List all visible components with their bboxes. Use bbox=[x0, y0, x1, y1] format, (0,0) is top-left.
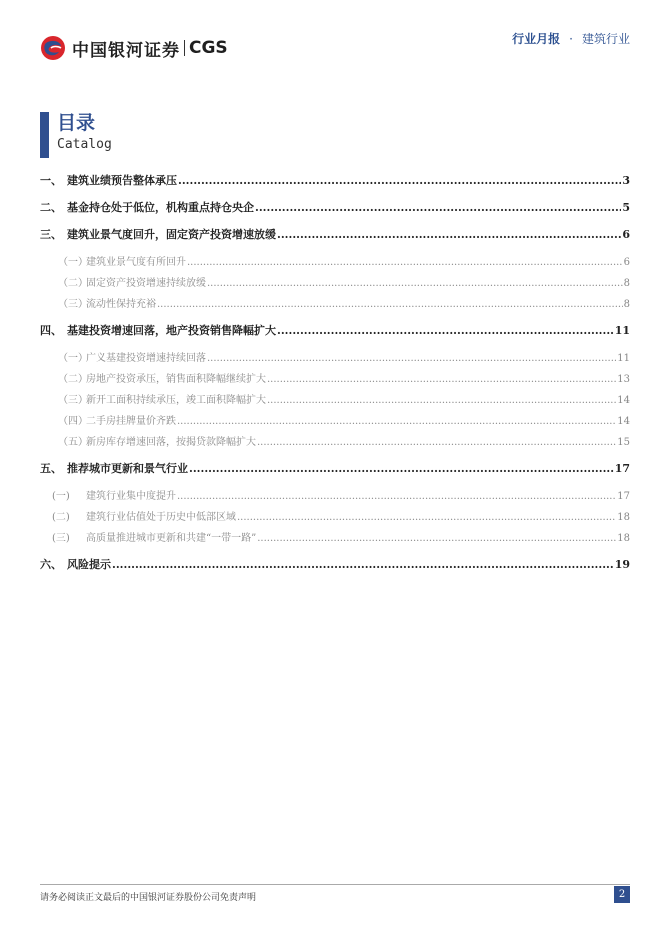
toc-entry-5-1[interactable] bbox=[40, 487, 630, 508]
toc-text: 基建投资增速回落，地产投资销售降幅扩大 bbox=[67, 324, 276, 337]
cgs-logo-icon bbox=[40, 35, 66, 61]
toc-entry-4-3[interactable] bbox=[40, 391, 630, 412]
cgs-logo bbox=[40, 35, 228, 61]
toc-leader bbox=[277, 324, 614, 337]
industry-name: 建筑行业 bbox=[581, 32, 630, 46]
toc-entry-5[interactable] bbox=[40, 460, 630, 481]
toc-text: 基金持仓处于低位，机构重点持仓央企 bbox=[67, 201, 254, 214]
toc-page: 13 bbox=[617, 374, 630, 385]
toc-page: 17 bbox=[617, 491, 630, 502]
toc-num: （五） bbox=[58, 437, 88, 448]
toc-text: 二手房挂牌量价齐跌 bbox=[86, 416, 176, 427]
toc-leader bbox=[257, 533, 616, 544]
toc-entry-5-3[interactable] bbox=[40, 529, 630, 550]
toc-leader bbox=[157, 299, 623, 310]
toc-text: 新开工面积持续承压，竣工面积降幅扩大 bbox=[86, 395, 266, 406]
toc-text: 建筑行业估值处于历史中低部区域 bbox=[86, 512, 236, 523]
toc-page: 11 bbox=[614, 324, 630, 337]
toc-page: 19 bbox=[614, 558, 630, 571]
report-label bbox=[512, 30, 630, 47]
toc-entry-3-2[interactable] bbox=[40, 274, 630, 295]
toc-leader bbox=[189, 462, 614, 475]
toc-entry-3-3[interactable] bbox=[40, 295, 630, 316]
title-cn: 目录 bbox=[57, 112, 96, 134]
logo-cn-text: 中国银河证券 bbox=[72, 40, 180, 61]
toc-page: 18 bbox=[617, 533, 630, 544]
toc-leader bbox=[177, 416, 616, 427]
toc-num: (二) bbox=[52, 512, 70, 523]
toc-leader bbox=[237, 512, 616, 523]
logo-en-text: CGS bbox=[189, 38, 228, 58]
toc-page: 15 bbox=[617, 437, 630, 448]
toc-entry-6[interactable] bbox=[40, 556, 630, 577]
toc-entry-4-5[interactable] bbox=[40, 433, 630, 454]
title-accent-bar bbox=[40, 112, 49, 158]
logo-divider bbox=[184, 40, 185, 56]
toc-leader bbox=[207, 278, 623, 289]
toc-entry-4[interactable] bbox=[40, 322, 630, 343]
toc-page: 8 bbox=[623, 299, 630, 310]
toc-text: 推荐城市更新和景气行业 bbox=[67, 462, 188, 475]
page-header bbox=[0, 0, 662, 70]
toc-leader bbox=[277, 228, 621, 241]
toc-num: （二） bbox=[58, 278, 88, 289]
toc-page: 8 bbox=[623, 278, 630, 289]
toc-text: 新房库存增速回落，按揭贷款降幅扩大 bbox=[86, 437, 256, 448]
toc-text: 房地产投资承压，销售面积降幅继续扩大 bbox=[86, 374, 266, 385]
toc-page: 14 bbox=[617, 416, 630, 427]
toc-entry-4-1[interactable] bbox=[40, 349, 630, 370]
toc-leader bbox=[207, 353, 616, 364]
page-number: 2 bbox=[614, 886, 630, 903]
toc-text: 建筑业景气度回升，固定资产投资增速放缓 bbox=[67, 228, 276, 241]
toc-entry-5-2[interactable] bbox=[40, 508, 630, 529]
toc-page: 6 bbox=[623, 257, 630, 268]
toc-page: 5 bbox=[622, 201, 630, 214]
toc-num: （一） bbox=[58, 257, 88, 268]
table-of-contents bbox=[40, 172, 630, 577]
toc-entry-4-4[interactable] bbox=[40, 412, 630, 433]
toc-page: 3 bbox=[622, 174, 630, 187]
toc-num: 二、 bbox=[40, 201, 62, 214]
toc-num: 六、 bbox=[40, 558, 62, 571]
toc-leader bbox=[112, 558, 614, 571]
header-separator: · bbox=[569, 31, 573, 46]
toc-num: (三) bbox=[52, 533, 70, 544]
toc-page: 11 bbox=[617, 353, 630, 364]
toc-leader bbox=[255, 201, 621, 214]
toc-leader bbox=[177, 491, 616, 502]
toc-entry-3-1[interactable] bbox=[40, 253, 630, 274]
footer-disclaimer: 请务必阅读正文最后的中国银河证券股份公司免责声明 bbox=[40, 893, 257, 903]
footer-divider bbox=[40, 884, 630, 885]
toc-leader bbox=[267, 395, 616, 406]
toc-text: 流动性保持充裕 bbox=[86, 299, 156, 310]
title-en: Catalog bbox=[57, 137, 112, 152]
toc-num: 五、 bbox=[40, 462, 62, 475]
toc-leader bbox=[267, 374, 616, 385]
toc-num: （一） bbox=[58, 353, 88, 364]
toc-page: 17 bbox=[614, 462, 630, 475]
toc-leader bbox=[257, 437, 616, 448]
toc-text: 建筑业景气度有所回升 bbox=[86, 257, 186, 268]
toc-page: 18 bbox=[617, 512, 630, 523]
toc-text: 高质量推进城市更新和共建“一带一路” bbox=[86, 533, 257, 544]
toc-leader bbox=[187, 257, 623, 268]
toc-page: 14 bbox=[617, 395, 630, 406]
toc-entry-1[interactable] bbox=[40, 172, 630, 193]
toc-text: 建筑行业集中度提升 bbox=[86, 491, 176, 502]
toc-page: 6 bbox=[622, 228, 630, 241]
toc-num: (一) bbox=[52, 491, 70, 502]
toc-num: 一、 bbox=[40, 174, 62, 187]
toc-text: 广义基建投资增速持续回落 bbox=[86, 353, 206, 364]
toc-num: （三） bbox=[58, 299, 88, 310]
toc-num: （三） bbox=[58, 395, 88, 406]
toc-entry-3[interactable] bbox=[40, 226, 630, 247]
toc-entry-2[interactable] bbox=[40, 199, 630, 220]
toc-text: 风险提示 bbox=[67, 558, 111, 571]
toc-num: （四） bbox=[58, 416, 88, 427]
toc-leader bbox=[178, 174, 621, 187]
toc-num: 三、 bbox=[40, 228, 62, 241]
toc-num: 四、 bbox=[40, 324, 62, 337]
toc-text: 建筑业绩预告整体承压 bbox=[67, 174, 177, 187]
toc-text: 固定资产投资增速持续放缓 bbox=[86, 278, 206, 289]
toc-num: （二） bbox=[58, 374, 88, 385]
report-type: 行业月报 bbox=[512, 32, 561, 46]
toc-entry-4-2[interactable] bbox=[40, 370, 630, 391]
